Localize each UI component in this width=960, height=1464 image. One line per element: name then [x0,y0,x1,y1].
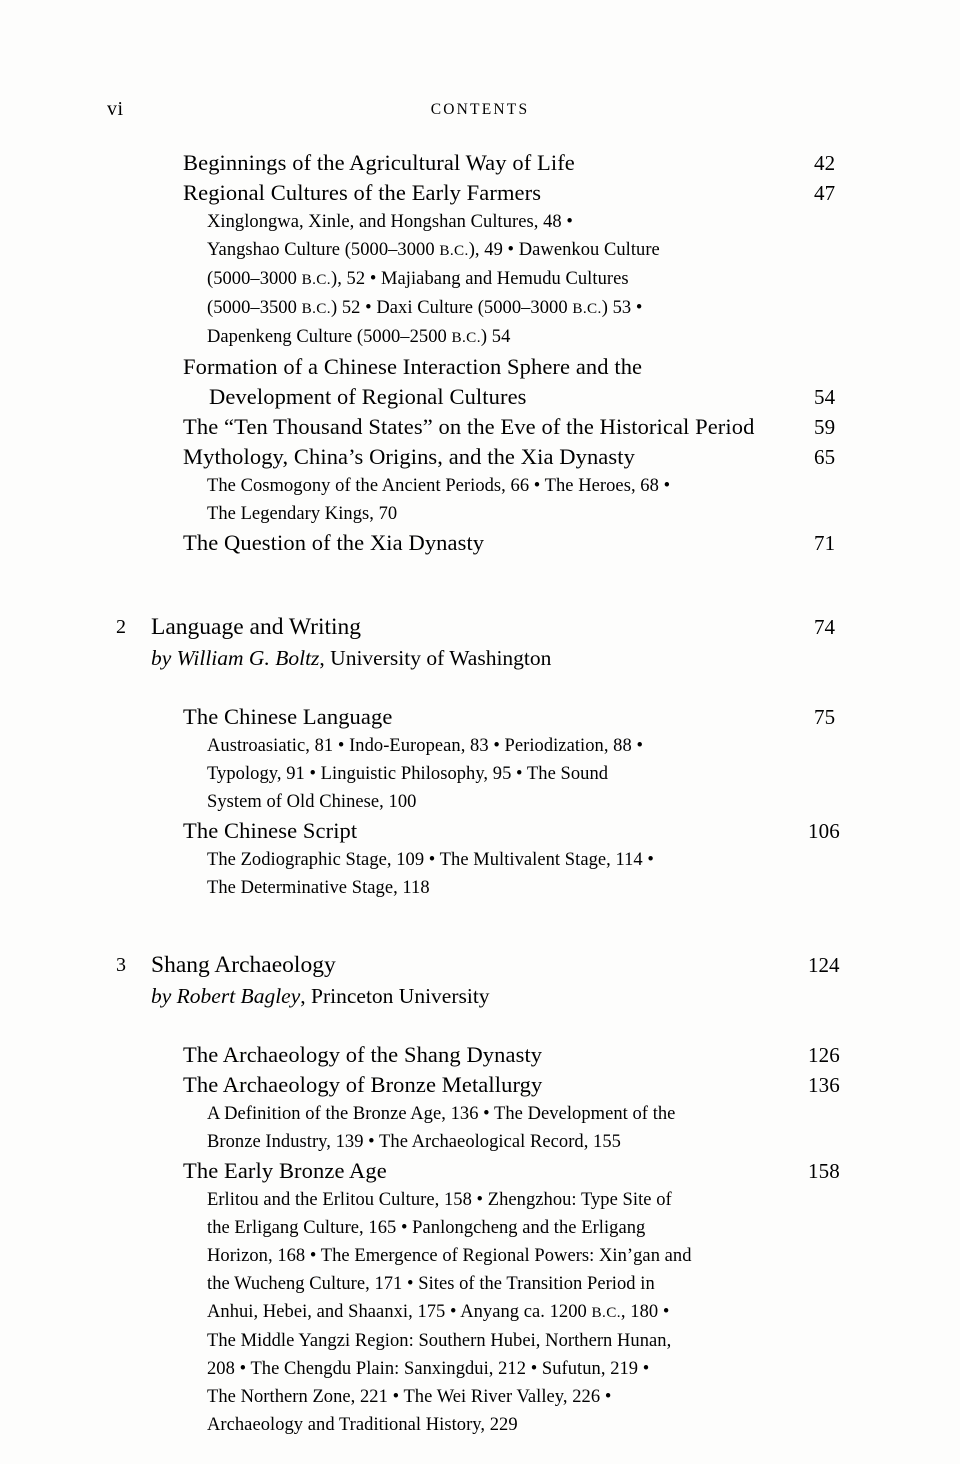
toc-subentry-line: The Middle Yangzi Region: Southern Hubei, Northern Hunan, [207,1331,672,1351]
chapter-heading[interactable] [0,950,960,1012]
section-spacer [0,674,960,702]
toc-entry[interactable] [0,816,960,846]
toc-subentry-block [0,1186,960,1439]
toc-entry-title: Formation of a Chinese Interaction Sphere and the [183,354,643,379]
entry-page-number: 59 [814,415,836,439]
toc-subentry-block [0,208,960,352]
chapter-author: by Robert Bagley [151,984,301,1008]
toc-entry[interactable] [0,442,960,472]
toc-entry-title: The “Ten Thousand States” on the Eve of the Historical Period [183,414,755,439]
toc-entry-title-continued: Development of Regional Cultures [209,384,527,409]
toc-subentry-line: The Legendary Kings, 70 [207,504,398,524]
section-spacer [0,558,960,612]
toc-subentry-line: The Zodiographic Stage, 109 • The Multivalent Stage, 114 • [207,850,654,870]
toc-entry-title: Regional Cultures of the Early Farmers [183,180,542,205]
toc-subentry-block [0,1100,960,1156]
toc-subentry-line: Horizon, 168 • The Emergence of Regional Powers: Xin’gan and [207,1246,692,1266]
chapter-title-row [0,950,960,981]
toc-entry[interactable] [0,148,960,178]
entry-page-number: 47 [814,181,836,205]
toc-entry-title: Mythology, China’s Origins, and the Xia Dynasty [183,444,635,469]
chapter-affiliation: , University of Washington [319,646,552,670]
entry-page-number: 75 [814,705,836,729]
era-abbreviation: B.C. [572,300,602,317]
chapter-affiliation: , Princeton University [300,984,490,1008]
chapter-title: Shang Archaeology [151,952,336,978]
toc-entry[interactable] [0,1156,960,1186]
era-abbreviation: B.C. [451,329,481,346]
folio-page-number: vi [107,98,124,120]
entry-page-number: 106 [808,819,840,843]
toc-entry[interactable] [0,412,960,442]
toc-subentry-block [0,846,960,902]
chapter-heading[interactable] [0,612,960,674]
section-spacer [0,902,960,950]
toc-subentry-line: The Determinative Stage, 118 [207,878,430,898]
toc-entry-title: The Archaeology of the Shang Dynasty [183,1042,543,1067]
toc-entry-title: The Chinese Script [183,818,358,843]
toc-subentry-line: the Wucheng Culture, 171 • Sites of the Transition Period in [207,1274,655,1294]
toc-subentry-line: the Erligang Culture, 165 • Panlongcheng and the Erligang [207,1218,646,1238]
toc-subentry-line: Dapenkeng Culture (5000–2500 B.C.) 54 [207,327,511,347]
toc-entry[interactable] [0,528,960,558]
entry-page-number: 126 [808,1043,840,1067]
toc-subentry-line: Austroasiatic, 81 • Indo-European, 83 • Periodization, 88 • [207,736,643,756]
entry-page-number: 42 [814,151,836,175]
toc-entry[interactable] [0,702,960,732]
entry-page-number: 74 [814,615,835,639]
toc-entry[interactable] [0,1070,960,1100]
toc-subentry-line: Typology, 91 • Linguistic Philosophy, 95 • The Sound [207,764,609,784]
toc-entry[interactable] [0,1040,960,1070]
toc-entry-title: The Question of the Xia Dynasty [183,530,485,555]
era-abbreviation: B.C. [439,242,469,259]
toc-subentry-line: Bronze Industry, 139 • The Archaeological Record, 155 [207,1132,621,1152]
section-spacer [0,1012,960,1040]
chapter-byline [0,981,960,1012]
toc-subentry-line: (5000–3500 B.C.) 52 • Daxi Culture (5000–3000 B.C.) 53 • [207,298,643,318]
chapter-number: 3 [116,954,126,976]
entry-page-number: 54 [814,385,836,409]
chapter-title-row [0,612,960,643]
entry-page-number: 124 [808,953,840,977]
toc-subentry-line: A Definition of the Bronze Age, 136 • The Development of the [207,1104,676,1124]
running-head-title: CONTENTS [430,101,530,118]
toc-entry-title: The Chinese Language [183,704,393,729]
entry-page-number: 136 [808,1073,840,1097]
era-abbreviation: B.C. [301,271,331,288]
toc-entry[interactable] [0,352,960,412]
chapter-number: 2 [116,616,126,638]
era-abbreviation: B.C. [301,300,331,317]
toc-subentry-line: Archaeology and Traditional History, 229 [207,1415,518,1435]
toc-subentry-line: The Northern Zone, 221 • The Wei River Valley, 226 • [207,1387,612,1407]
entry-page-number: 158 [808,1159,840,1183]
era-abbreviation: B.C. [591,1304,621,1321]
entry-page-number: 71 [814,531,836,555]
chapter-byline [0,643,960,674]
chapter-title: Language and Writing [151,614,362,640]
toc-subentry-line: 208 • The Chengdu Plain: Sanxingdui, 212 • Sufutun, 219 • [207,1359,650,1379]
toc-entry-title: The Archaeology of Bronze Metallurgy [183,1072,543,1097]
toc-subentry-line: Xinglongwa, Xinle, and Hongshan Cultures, 48 • [207,212,573,232]
toc-subentry-line: Erlitou and the Erlitou Culture, 158 • Zhengzhou: Type Site of [207,1190,672,1210]
toc-entry-title: The Early Bronze Age [183,1158,387,1183]
chapter-author: by William G. Boltz [151,646,320,670]
toc-subentry-line: The Cosmogony of the Ancient Periods, 66 • The Heroes, 68 • [207,476,671,496]
entry-page-number: 65 [814,445,836,469]
toc-subentry-block [0,732,960,816]
running-head [0,98,960,124]
toc-entry-title: Beginnings of the Agricultural Way of Life [183,150,575,175]
toc-entry[interactable] [0,178,960,208]
toc-subentry-line: Anhui, Hebei, and Shaanxi, 175 • Anyang ca. 1200 B.C., 180 • [207,1302,670,1322]
table-of-contents [0,148,960,1439]
toc-entries-container [0,148,960,1439]
toc-subentry-line: (5000–3000 B.C.), 52 • Majiabang and Hemudu Cultures [207,269,629,289]
toc-subentry-block [0,472,960,528]
toc-subentry-line: Yangshao Culture (5000–3000 B.C.), 49 • Dawenkou Culture [207,240,660,260]
toc-subentry-line: System of Old Chinese, 100 [207,792,417,812]
